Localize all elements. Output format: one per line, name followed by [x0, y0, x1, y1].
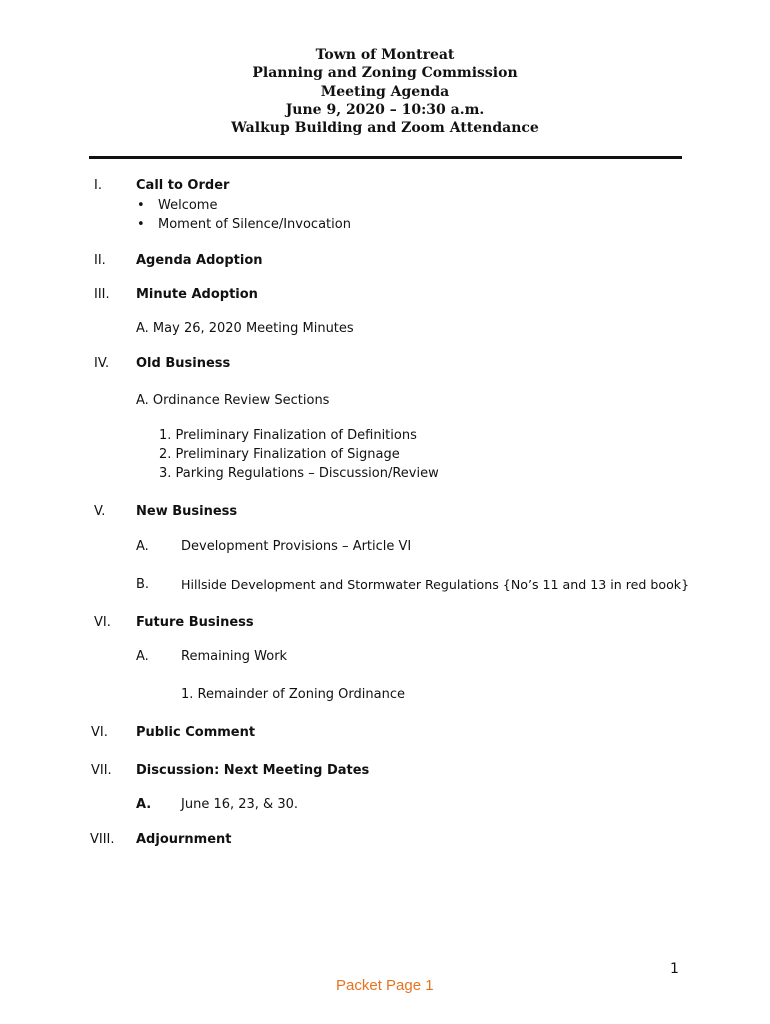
meeting-date: June 9, 2020 – 10:30 a.m.	[285, 101, 485, 118]
bullet-item: Moment of Silence/Invocation	[158, 217, 351, 232]
sub-item: A. May 26, 2020 Meeting Minutes	[136, 321, 354, 336]
section-number: I.	[94, 178, 102, 193]
meeting-location: Walkup Building and Zoom Attendance	[231, 120, 539, 137]
commission-name: Planning and Zoning Commission	[252, 65, 518, 82]
section-title: Call to Order	[136, 178, 230, 193]
section-number: VIII.	[90, 832, 115, 847]
sub-item: Remaining Work	[181, 649, 288, 664]
sub-item-letter: A.	[136, 539, 149, 554]
agenda-header	[0, 46, 770, 137]
section-title: Discussion: Next Meeting Dates	[136, 763, 370, 778]
packet-page-label: Packet Page 1	[336, 977, 434, 994]
list-item: 3. Parking Regulations – Discussion/Review	[159, 466, 439, 481]
page-number: 1	[670, 961, 679, 977]
bullet-icon: •	[137, 217, 145, 232]
bullet-icon: •	[137, 198, 145, 213]
list-item: 1. Remainder of Zoning Ordinance	[181, 687, 405, 702]
section-number: V.	[94, 504, 106, 519]
town-name: Town of Montreat	[315, 47, 455, 63]
section-title: Minute Adoption	[136, 287, 258, 302]
section-number: IV.	[94, 356, 110, 371]
sub-item-letter: A.	[136, 797, 152, 812]
section-title: Agenda Adoption	[136, 253, 263, 268]
section-title: Adjournment	[136, 832, 232, 847]
section-number: VII.	[91, 763, 112, 778]
section-title: New Business	[136, 504, 238, 519]
section-number: VI.	[91, 725, 108, 740]
section-number: II.	[94, 253, 106, 268]
sub-item-letter: A.	[136, 649, 149, 664]
document-title: Meeting Agenda	[320, 83, 450, 100]
sub-item-letter: B.	[136, 577, 150, 592]
sub-item: Hillside Development and Stormwater Regulations {No’s 11 and 13 in red book}	[181, 577, 690, 592]
list-item: 2. Preliminary Finalization of Signage	[159, 447, 400, 462]
sub-item: June 16, 23, & 30.	[181, 797, 298, 812]
section-number: III.	[94, 287, 110, 302]
header-divider	[89, 156, 682, 159]
section-title: Public Comment	[136, 725, 256, 740]
list-item: 1. Preliminary Finalization of Definitions	[159, 428, 417, 443]
section-number: VI.	[94, 615, 111, 630]
sub-item: Development Provisions – Article VI	[181, 539, 412, 554]
section-title: Future Business	[136, 615, 254, 630]
sub-item: A. Ordinance Review Sections	[136, 393, 330, 408]
bullet-item: Welcome	[158, 198, 218, 213]
section-title: Old Business	[136, 356, 231, 371]
